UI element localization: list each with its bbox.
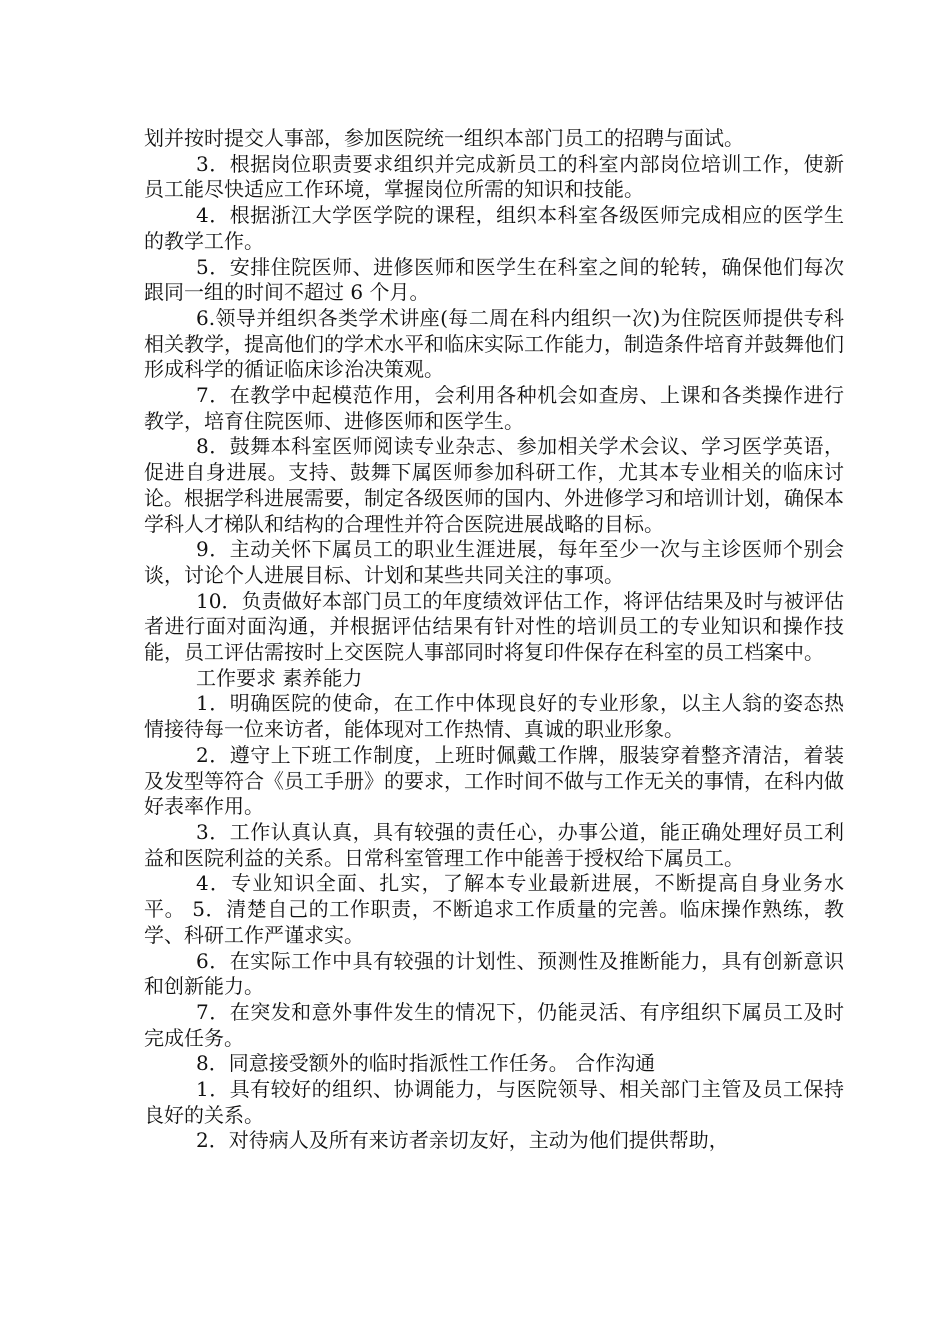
paragraph-item-8: 8．鼓舞本科室医师阅读专业杂志、参加相关学术会议、学习医学英语，促进自身进展。支持、鼓舞下属医师参加科研工作，尤其本专业相关的临床讨论。根据学科进展需要，制定各级医师的国内、外进修学习和培训计划，确保本学科人才梯队和结构的合理性并符合医院进展战略的目标。 — [144, 434, 844, 536]
communication-item-1: 1．具有较好的组织、协调能力，与医院领导、相关部门主管及员工保持良好的关系。 — [144, 1077, 844, 1127]
requirement-item-3: 3．工作认真认真，具有较强的责任心，办事公道，能正确处理好员工利益和医院利益的关系。日常科室管理工作中能善于授权给下属员工。 — [144, 819, 844, 870]
requirement-item-6: 6．在实际工作中具有较强的计划性、预测性及推断能力，具有创新意识和创新能力。 — [144, 948, 844, 999]
requirement-item-4-5: 4．专业知识全面、扎实，了解本专业最新进展，不断提高自身业务水平。 5．清楚自己的工作职责，不断追求工作质量的完善。临床操作熟练，教学、科研工作严谨求实。 — [144, 871, 844, 947]
paragraph-item-10: 10．负责做好本部门员工的年度绩效评估工作，将评估结果及时与被评估者进行面对面沟通，并根据评估结果有针对性的培训员工的专业知识和操作技能，员工评估需按时上交医院人事部同时将复印件保存在科室的员工档案中。 — [144, 588, 844, 665]
paragraph-item-6: 6.领导并组织各类学术讲座(每二周在科内组织一次)为住院医师提供专科相关教学，提高他们的学术水平和临床实际工作能力，制造条件培育并鼓舞他们形成科学的循证临床诊治决策观。 — [144, 305, 844, 382]
paragraph-item-4: 4．根据浙江大学医学院的课程，组织本科室各级医师完成相应的医学生的教学工作。 — [144, 203, 844, 253]
requirement-item-2: 2．遵守上下班工作制度，上班时佩戴工作牌，服装穿着整齐清洁，着装及发型等符合《员工手册》的要求，工作时间不做与工作无关的事情，在科内做好表率作用。 — [144, 742, 844, 819]
document-body — [144, 126, 844, 1154]
section-heading-requirements: 工作要求 素养能力 — [196, 665, 363, 690]
requirement-item-1: 1．明确医院的使命，在工作中体现良好的专业形象，以主人翁的姿态热情接待每一位来访者，能体现对工作热情、真诚的职业形象。 — [144, 691, 844, 742]
paragraph-item-9: 9．主动关怀下属员工的职业生涯进展，每年至少一次与主诊医师个别会谈，讨论个人进展目标、计划和某些共同关注的事项。 — [144, 537, 844, 587]
paragraph-item-5: 5．安排住院医师、进修医师和医学生在科室之间的轮转，确保他们每次跟同一组的时间不超过 6 个月。 — [144, 254, 844, 305]
requirement-item-7: 7．在突发和意外事件发生的情况下，仍能灵活、有序组织下属员工及时完成任务。 — [144, 999, 844, 1050]
paragraph-item-7: 7．在教学中起模范作用，会利用各种机会如查房、上课和各类操作进行教学，培育住院医师、进修医师和医学生。 — [144, 383, 844, 433]
paragraph-item-3: 3．根据岗位职责要求组织并完成新员工的科室内部岗位培训工作，使新员工能尽快适应工作环境，掌握岗位所需的知识和技能。 — [144, 151, 844, 202]
paragraph-continuation: 划并按时提交人事部，参加医院统一组织本部门员工的招聘与面试。 — [144, 126, 744, 150]
communication-item-2: 2．对待病人及所有来访者亲切友好，主动为他们提供帮助， — [196, 1128, 729, 1153]
requirement-item-8: 8．同意接受额外的临时指派性工作任务。 合作沟通 — [196, 1051, 656, 1076]
